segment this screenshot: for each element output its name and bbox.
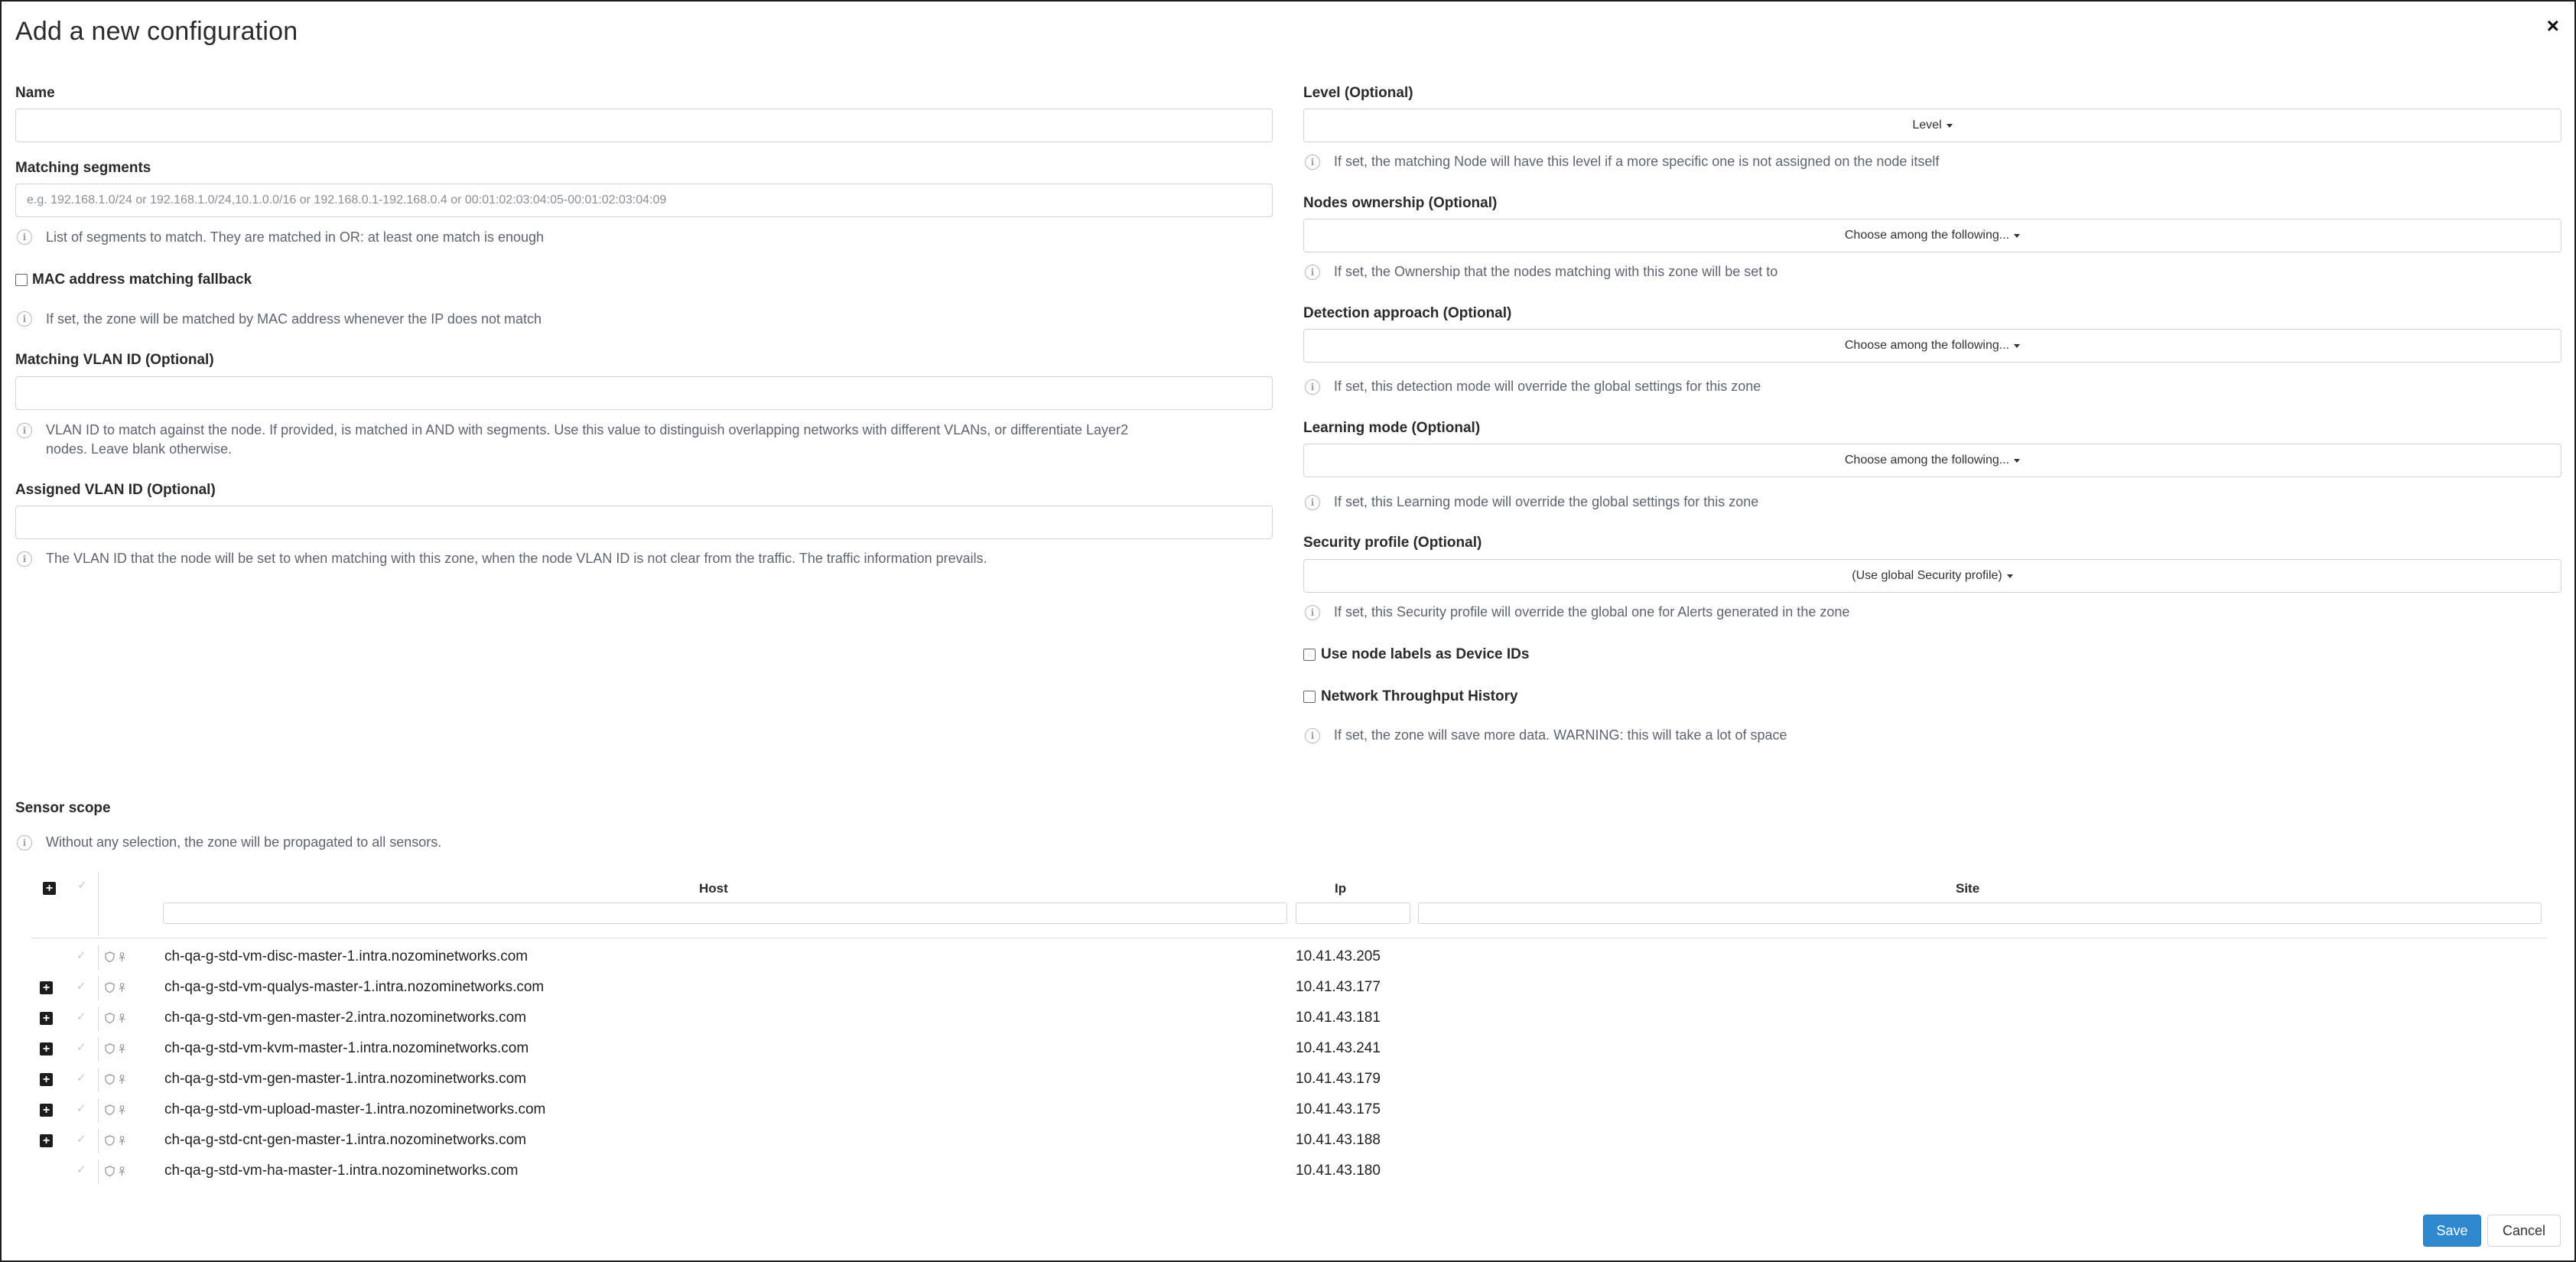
level-dropdown-value: Level	[1912, 119, 1942, 132]
column-divider	[98, 1007, 99, 1031]
matching-segments-input[interactable]	[15, 184, 1273, 217]
expand-row-icon[interactable]: +	[40, 1134, 53, 1147]
host-cell: ch-qa-g-std-vm-gen-master-2.intra.nozominetworks.com	[164, 1010, 527, 1026]
ownership-dropdown-value: Choose among the following...	[1844, 229, 2010, 242]
table-row[interactable]	[32, 1095, 2547, 1126]
security-profile-help: If set, this Security profile will override the global one for Alerts generated in the zone	[1334, 604, 1850, 620]
level-dropdown[interactable]	[1303, 109, 2561, 142]
security-profile-dropdown-value: (Use global Security profile)	[1852, 569, 2002, 582]
matching-vlan-input[interactable]	[15, 376, 1273, 410]
select-row-check-icon[interactable]: ✓	[76, 1041, 86, 1054]
sensor-status-icons	[105, 1043, 127, 1054]
ip-cell: 10.41.43.180	[1296, 1163, 1381, 1179]
host-cell: ch-qa-g-std-cnt-gen-master-1.intra.nozominetworks.com	[164, 1132, 527, 1148]
ip-filter-input[interactable]	[1296, 903, 1410, 924]
ip-cell: 10.41.43.175	[1296, 1101, 1381, 1117]
ip-cell: 10.41.43.179	[1296, 1071, 1381, 1087]
security-profile-dropdown[interactable]	[1303, 559, 2561, 593]
column-divider	[98, 1037, 99, 1062]
ip-cell: 10.41.43.181	[1296, 1010, 1381, 1026]
site-filter-input[interactable]	[1418, 903, 2542, 924]
info-icon: i	[1305, 379, 1320, 395]
sensor-icon	[117, 1043, 127, 1054]
host-cell: ch-qa-g-std-vm-disc-master-1.intra.nozominetworks.com	[164, 948, 529, 964]
info-icon: i	[1305, 728, 1320, 743]
ip-cell: 10.41.43.241	[1296, 1040, 1381, 1056]
matching-segments-label: Matching segments	[15, 160, 151, 176]
host-column-header[interactable]: Host	[699, 881, 728, 896]
shield-icon	[105, 1013, 115, 1023]
shield-icon	[105, 951, 115, 962]
column-divider	[98, 945, 99, 970]
info-icon: i	[1305, 495, 1320, 510]
sensor-icon	[117, 1013, 127, 1023]
info-icon: i	[17, 311, 32, 327]
segments-help: List of segments to match. They are matched in OR: at least one match is enough	[46, 229, 545, 245]
matching-vlan-help-1: VLAN ID to match against the node. If provided, is matched in AND with segments. Use this value to distinguish overlapping networks with different VLANs, or differentiate Layer2	[46, 422, 1129, 437]
learning-label: Learning mode (Optional)	[1303, 420, 1481, 436]
sensor-icon	[117, 982, 127, 993]
ownership-dropdown[interactable]	[1303, 219, 2561, 252]
cancel-button[interactable]: Cancel	[2487, 1215, 2561, 1247]
expand-row-icon[interactable]: +	[40, 1042, 53, 1055]
detection-label: Detection approach (Optional)	[1303, 305, 1512, 321]
learning-dropdown[interactable]	[1303, 444, 2561, 477]
sensor-icon	[117, 1074, 127, 1085]
close-icon[interactable]: ×	[2546, 14, 2559, 37]
table-row[interactable]	[32, 1126, 2547, 1156]
level-help: If set, the matching Node will have this level if a more specific one is not assigned on the node itself	[1334, 154, 1940, 169]
info-icon: i	[17, 229, 32, 245]
level-label: Level (Optional)	[1303, 85, 1413, 101]
info-icon: i	[1305, 605, 1320, 620]
sensor-icon	[117, 1135, 127, 1146]
shield-icon	[105, 1166, 115, 1176]
select-row-check-icon[interactable]: ✓	[76, 980, 86, 993]
column-divider	[98, 872, 99, 936]
shield-icon	[105, 982, 115, 993]
ownership-label: Nodes ownership (Optional)	[1303, 195, 1498, 211]
select-all-check-icon[interactable]: ✓	[77, 879, 87, 892]
host-cell: ch-qa-g-std-vm-qualys-master-1.intra.nozominetworks.com	[164, 979, 545, 995]
select-row-check-icon[interactable]: ✓	[76, 1102, 86, 1115]
detection-help: If set, this detection mode will override the global settings for this zone	[1334, 379, 1761, 394]
sensor-status-icons	[105, 1166, 127, 1176]
mac-fallback-label: MAC address matching fallback	[32, 272, 252, 288]
detection-dropdown-value: Choose among the following...	[1844, 339, 2010, 352]
ownership-help: If set, the Ownership that the nodes matching with this zone will be set to	[1334, 264, 1778, 279]
select-row-check-icon[interactable]: ✓	[76, 1010, 86, 1023]
caret-down-icon	[2014, 344, 2020, 348]
column-divider	[98, 1129, 99, 1153]
select-row-check-icon[interactable]: ✓	[76, 949, 86, 962]
table-row[interactable]	[32, 942, 2547, 973]
column-divider	[98, 1160, 99, 1184]
learning-help: If set, this Learning mode will override the global settings for this zone	[1334, 494, 1759, 509]
ip-column-header[interactable]: Ip	[1335, 881, 1347, 896]
select-row-check-icon[interactable]: ✓	[76, 1072, 86, 1085]
sensor-status-icons	[105, 1013, 127, 1023]
sensor-icon	[117, 951, 127, 962]
caret-down-icon	[2014, 459, 2020, 463]
sensor-status-icons	[105, 951, 127, 962]
expand-row-icon[interactable]: +	[40, 1073, 53, 1086]
ip-cell: 10.41.43.177	[1296, 979, 1381, 995]
ip-cell: 10.41.43.205	[1296, 948, 1381, 964]
sensor-status-icons	[105, 982, 127, 993]
throughput-label: Network Throughput History	[1321, 688, 1518, 704]
dialog-title: Add a new configuration	[15, 17, 298, 46]
sensor-icon	[117, 1104, 127, 1115]
learning-dropdown-value: Choose among the following...	[1844, 454, 2010, 467]
caret-down-icon	[1947, 124, 1953, 128]
node-labels-checkbox[interactable]	[1303, 649, 1316, 661]
throughput-checkbox[interactable]	[1303, 691, 1316, 703]
assigned-vlan-label: Assigned VLAN ID (Optional)	[15, 482, 216, 498]
save-button[interactable]: Save	[2423, 1215, 2481, 1247]
info-icon: i	[17, 423, 32, 438]
table-row[interactable]	[32, 1065, 2547, 1095]
column-divider	[98, 1098, 99, 1123]
info-icon: i	[1305, 265, 1320, 280]
detection-dropdown[interactable]	[1303, 329, 2561, 363]
sensor-icon	[117, 1166, 127, 1176]
throughput-help: If set, the zone will save more data. WARNING: this will take a lot of space	[1334, 727, 1787, 743]
table-row[interactable]	[32, 1003, 2547, 1034]
column-divider	[98, 1068, 99, 1092]
name-label: Name	[15, 85, 55, 101]
expand-row-icon[interactable]: +	[40, 1012, 53, 1025]
host-filter-input[interactable]	[163, 903, 1287, 924]
security-profile-label: Security profile (Optional)	[1303, 535, 1482, 551]
name-input[interactable]	[15, 109, 1273, 142]
table-row[interactable]	[32, 973, 2547, 1003]
mac-fallback-checkbox[interactable]	[15, 274, 28, 286]
site-column-header[interactable]: Site	[1956, 881, 1980, 896]
assigned-vlan-input[interactable]	[15, 506, 1273, 539]
matching-vlan-label: Matching VLAN ID (Optional)	[15, 352, 214, 368]
shield-icon	[105, 1104, 115, 1115]
sensor-scope-title: Sensor scope	[15, 800, 111, 816]
shield-icon	[105, 1043, 115, 1054]
sensor-scope-help: Without any selection, the zone will be propagated to all sensors.	[46, 834, 442, 850]
column-divider	[98, 976, 99, 1000]
sensor-status-icons	[105, 1104, 127, 1115]
sensor-status-icons	[105, 1074, 127, 1085]
caret-down-icon	[2007, 574, 2013, 578]
table-row[interactable]	[32, 1034, 2547, 1065]
host-cell: ch-qa-g-std-vm-upload-master-1.intra.nozominetworks.com	[164, 1101, 546, 1117]
info-icon: i	[17, 835, 32, 851]
expand-all-icon[interactable]: +	[43, 882, 56, 895]
select-row-check-icon[interactable]: ✓	[76, 1133, 86, 1146]
shield-icon	[105, 1135, 115, 1146]
table-row[interactable]	[32, 1156, 2547, 1187]
expand-row-icon[interactable]: +	[40, 981, 53, 994]
mac-fallback-help: If set, the zone will be matched by MAC address whenever the IP does not match	[46, 311, 542, 327]
node-labels-label: Use node labels as Device IDs	[1321, 646, 1530, 662]
caret-down-icon	[2014, 234, 2020, 238]
host-cell: ch-qa-g-std-vm-ha-master-1.intra.nozominetworks.com	[164, 1163, 519, 1179]
sensor-status-icons	[105, 1135, 127, 1146]
expand-row-icon[interactable]: +	[40, 1104, 53, 1117]
matching-vlan-help-2: nodes. Leave blank otherwise.	[46, 441, 233, 457]
shield-icon	[105, 1074, 115, 1085]
info-icon: i	[17, 551, 32, 567]
ip-cell: 10.41.43.188	[1296, 1132, 1381, 1148]
host-cell: ch-qa-g-std-vm-gen-master-1.intra.nozominetworks.com	[164, 1071, 527, 1087]
select-row-check-icon[interactable]: ✓	[76, 1163, 86, 1176]
info-icon: i	[1305, 154, 1320, 170]
host-cell: ch-qa-g-std-vm-kvm-master-1.intra.nozominetworks.com	[164, 1040, 529, 1056]
assigned-vlan-help: The VLAN ID that the node will be set to when matching with this zone, when the node VLAN ID is not clear from the traffic. The traffic information prevails.	[46, 551, 987, 566]
